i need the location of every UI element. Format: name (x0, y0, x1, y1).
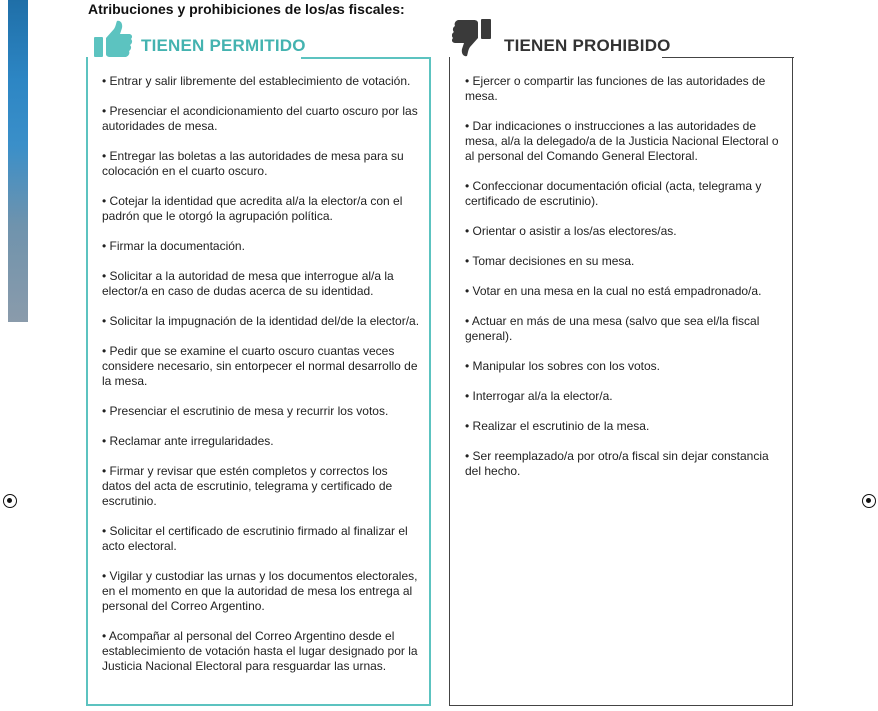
allowed-box-top-border (301, 57, 431, 59)
allowed-list-item: • Entrar y salir libremente del establecimiento de votación. (102, 74, 411, 88)
forbidden-list-item: • Orientar o asistir a los/as electores/as. (465, 224, 677, 238)
allowed-list-item: • Presenciar el acondicionamiento del cuarto oscuro por las autoridades de mesa. (102, 104, 418, 133)
allowed-list-item: • Solicitar a la autoridad de mesa que interrogue al/a la elector/a en caso de dudas acerca de su identidad. (102, 269, 394, 298)
forbidden-list-item: • Tomar decisiones en su mesa. (465, 254, 635, 268)
forbidden-heading-label: TIENEN PROHIBIDO (504, 36, 671, 55)
allowed-box (86, 57, 431, 706)
allowed-list-item: • Reclamar ante irregularidades. (102, 434, 274, 448)
forbidden-list-item: • Ser reemplazado/a por otro/a fiscal sin dejar constancia del hecho. (465, 449, 769, 478)
allowed-list-item: • Acompañar al personal del Correo Argentino desde el establecimiento de votación hasta el lugar designado por la Justicia Nacional Electoral para resguardar las urnas. (102, 629, 418, 673)
forbidden-list-item: • Interrogar al/a la elector/a. (465, 389, 613, 403)
allowed-list (102, 74, 420, 689)
registration-mark-icon (862, 494, 876, 508)
forbidden-list-item: • Votar en una mesa en la cual no está empadronado/a. (465, 284, 762, 298)
forbidden-heading (452, 20, 671, 58)
allowed-heading-label: TIENEN PERMITIDO (141, 36, 306, 55)
allowed-list-item: • Presenciar el escrutinio de mesa y recurrir los votos. (102, 404, 389, 418)
allowed-list-item: • Cotejar la identidad que acredita al/a la elector/a con el padrón que le otorgó la agrupación política. (102, 194, 403, 223)
forbidden-list-item: • Confeccionar documentación oficial (acta, telegrama y certificado de escrutinio). (465, 179, 762, 208)
forbidden-list-item: • Ejercer o compartir las funciones de las autoridades de mesa. (465, 74, 766, 103)
allowed-list-item: • Solicitar la impugnación de la identidad del/de la elector/a. (102, 314, 420, 328)
left-page-edge-photo (8, 0, 28, 322)
registration-mark-icon (3, 494, 17, 508)
forbidden-list-item: • Actuar en más de una mesa (salvo que sea el/la fiscal general). (465, 314, 760, 343)
allowed-list-item: • Firmar la documentación. (102, 239, 245, 253)
forbidden-list (465, 74, 783, 494)
allowed-list-item: • Vigilar y custodiar las urnas y los documentos electorales, en el momento en que la autoridad de mesa los entrega al personal del Correo Argentino. (102, 569, 418, 613)
forbidden-box-top-border (662, 57, 794, 58)
allowed-list-item: • Entregar las boletas a las autoridades de mesa para su colocación en el cuarto oscuro. (102, 149, 404, 178)
thumbs-down-icon (452, 18, 492, 58)
page-title: Atribuciones y prohibiciones de los/as fiscales: (88, 1, 405, 17)
allowed-list-item: • Solicitar el certificado de escrutinio firmado al finalizar el acto electoral. (102, 524, 408, 553)
forbidden-list-item: • Realizar el escrutinio de la mesa. (465, 419, 650, 433)
allowed-list-item: • Pedir que se examine el cuarto oscuro cuantas veces considere necesario, sin entorpecer el normal desarrollo de la mesa. (102, 344, 418, 388)
allowed-heading (93, 20, 306, 58)
forbidden-list-item: • Manipular los sobres con los votos. (465, 359, 660, 373)
thumbs-up-icon (93, 20, 133, 58)
forbidden-list-item: • Dar indicaciones o instrucciones a las autoridades de mesa, al/a la delegado/a de la Justicia Nacional Electoral o al personal del Comando General Electoral. (465, 119, 779, 163)
allowed-list-item: • Firmar y revisar que estén completos y correctos los datos del acta de escrutinio, telegrama y certificado de escrutinio. (102, 464, 393, 508)
forbidden-box (449, 57, 793, 706)
